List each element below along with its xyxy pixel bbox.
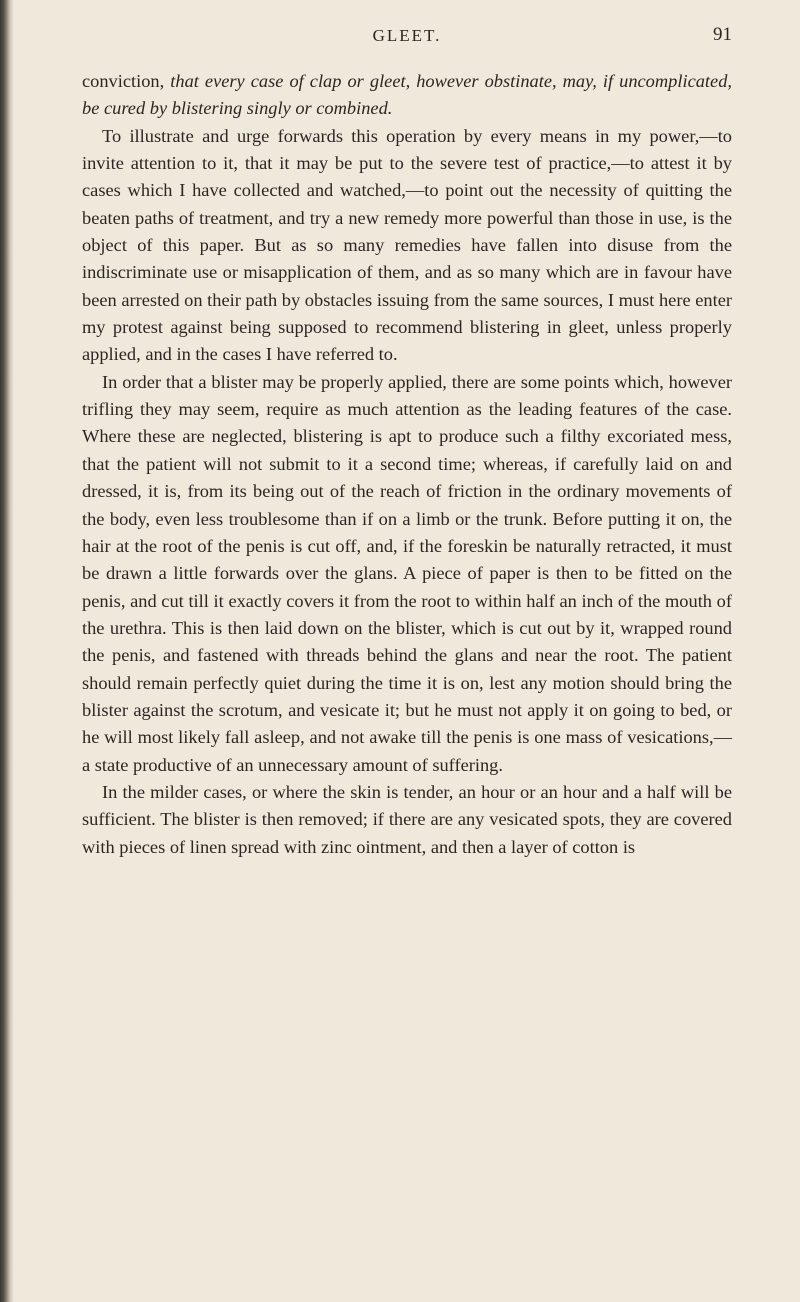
paragraph-4-text: In the milder cases, or where the skin is tender, an hour or an hour and a half will be sufficient. The blister is then removed; if there are any vesicated spots, they are covered with pieces of linen spread with zinc ointment, and then a layer of cotton is xyxy=(82,781,732,857)
paragraph-1-segment-1: conviction, xyxy=(82,71,171,91)
page-binding-edge xyxy=(0,0,14,1302)
page-number: 91 xyxy=(713,24,732,45)
paragraph-3 xyxy=(82,369,732,779)
running-head-title: GLEET. xyxy=(372,26,442,45)
body-text xyxy=(82,68,732,861)
paragraph-1-italic-segment: that every case of clap or gleet, however obstinate, may, if uncomplicated, be cured by blistering singly or combined. xyxy=(82,71,732,119)
paragraph-2-text: To illustrate and urge forwards this operation by every means in my power,—to invite attention to it, that it may be put to the severe test of practice,—to attest it by cases which I have collected and watched,—to point out the necessity of quitting the beaten paths of treatment, and try a new remedy more powerful than those in use, is the object of this paper. But as so many remedies have fallen into disuse from the indiscriminate use or misapplication of them, and as so many which are in favour have been arrested on their path by obstacles issuing from the same sources, I must here enter my protest against being supposed to recommend blistering in gleet, unless properly applied, and in the cases I have referred to. xyxy=(82,125,732,365)
paragraph-4 xyxy=(82,779,732,861)
paragraph-3-text: In order that a blister may be properly applied, there are some points which, however trifling they may seem, require as much attention as the leading features of the case. Where these are neglected, blistering is apt to produce such a filthy excoriated mess, that the patient will not submit to it a second time; whereas, if carefully laid on and dressed, it is, from its being out of the reach of friction in the ordinary movements of the body, even less troublesome than if on a limb or the trunk. Before putting it on, the hair at the root of the penis is cut off, and, if the foreskin be naturally retracted, it must be drawn a little forwards over the glans. A piece of paper is then to be fitted on the penis, and cut till it exactly covers it from the root to within half an inch of the mouth of the urethra. This is then laid down on the blister, which is cut out by it, wrapped round the penis, and fastened with threads behind the glans and near the root. The patient should remain perfectly quiet during the time it is on, lest any motion should bring the blister against the scrotum, and vesicate it; but he must not apply it on going to bed, or he will most likely fall asleep, and not awake till the penis is one mass of vesications,—a state productive of an unnecessary amount of suffering. xyxy=(82,371,732,775)
running-head xyxy=(82,22,732,52)
paragraph-2 xyxy=(82,123,732,369)
paragraph-1 xyxy=(82,68,732,123)
